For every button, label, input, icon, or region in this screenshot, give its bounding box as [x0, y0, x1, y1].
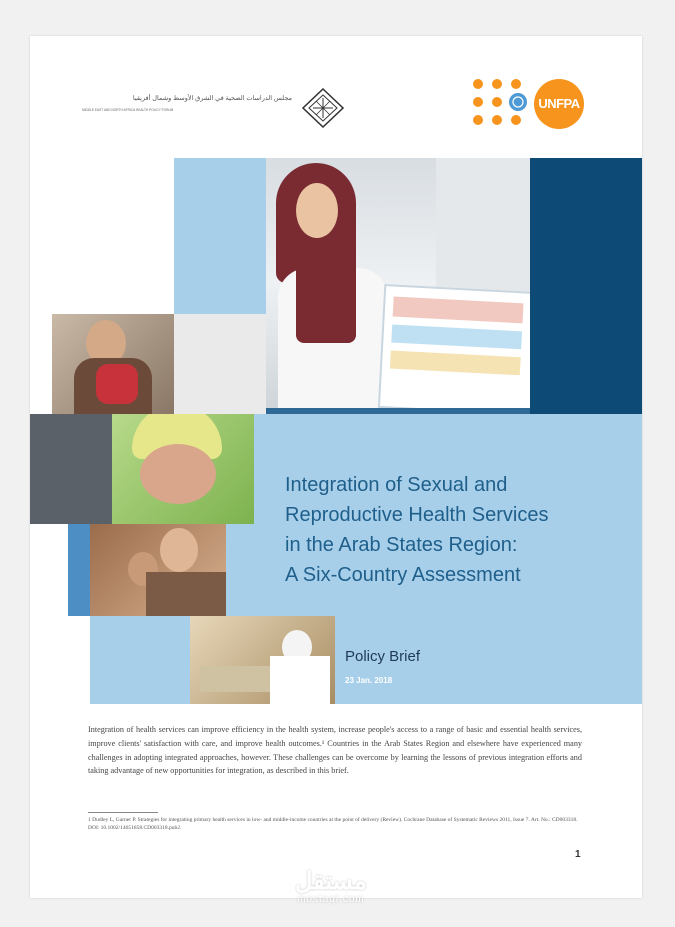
body-paragraph: Integration of health services can improve efficiency in the health system, increase people's access to a range of basic and essential health services, improve clients' satisfaction with care, and improve health outcomes.¹ Countries in the Arab States Region and elsewhere have experienced many challenges in adopting integrated approaches, however. These challenges can be overcome by learning the lessons of previous integration efforts and taking advantage of new opportunities for integration, as described in this brief. — [88, 725, 582, 776]
watermark-latin: mostaql.com — [297, 894, 365, 905]
block-light-left3 — [226, 524, 266, 616]
photo-newborn — [112, 414, 254, 524]
unfpa-logo — [470, 76, 585, 132]
footnote-divider — [88, 812, 158, 813]
document-title — [285, 470, 635, 590]
unfpa-dots-icon — [470, 76, 542, 132]
block-light-top — [174, 158, 266, 314]
block-white-left — [30, 314, 52, 414]
title-line-4: A Six-Country Assessment — [285, 564, 521, 586]
title-line-2: Reproductive Health Services — [285, 504, 549, 526]
block-navy-right — [530, 158, 642, 414]
hpf-logo-subtext: MIDDLE EAST AND NORTH AFRICA HEALTH POLICY FORUM — [82, 108, 174, 112]
photo-health-worker — [266, 158, 530, 408]
policy-brief-label: Policy Brief — [345, 648, 421, 665]
mostaql-watermark — [295, 870, 367, 905]
title-line-3: in the Arab States Region: — [285, 534, 518, 556]
watermark-arabic: مستقل — [295, 868, 367, 895]
block-white-left2 — [30, 524, 68, 616]
block-light-mid — [174, 314, 266, 414]
block-light-bottom — [90, 616, 190, 704]
photo-mother-child — [52, 314, 174, 414]
hpf-emblem-icon — [302, 88, 344, 128]
unfpa-label: UNFPA — [538, 96, 580, 111]
block-mid-blue — [68, 524, 90, 616]
footnote: 1 Dudley L, Garner P. Strategies for integrating primary health services in low- and middle-income countries at the point of delivery (Review). Cochrane Database of Systematic Reviews 2011, Issue 7. Art. No.: CD003318. DOI: 10.1002/14651858.CD003318.pub2. — [88, 817, 578, 831]
document-page — [30, 36, 642, 898]
hpf-logo-text: مجلس الدراسات الصحية في الشرق الأوسط وشمال أفريقيا — [132, 95, 292, 102]
unfpa-badge — [534, 79, 584, 129]
title-line-1: Integration of Sexual and — [285, 474, 508, 496]
block-gray-left — [30, 414, 112, 524]
page-number: 1 — [575, 849, 581, 860]
photo-clinic — [190, 616, 335, 704]
hpf-logo — [82, 88, 347, 124]
photo-mother-daughter — [90, 524, 226, 616]
document-date: 23 Jan. 2018 — [345, 676, 393, 685]
